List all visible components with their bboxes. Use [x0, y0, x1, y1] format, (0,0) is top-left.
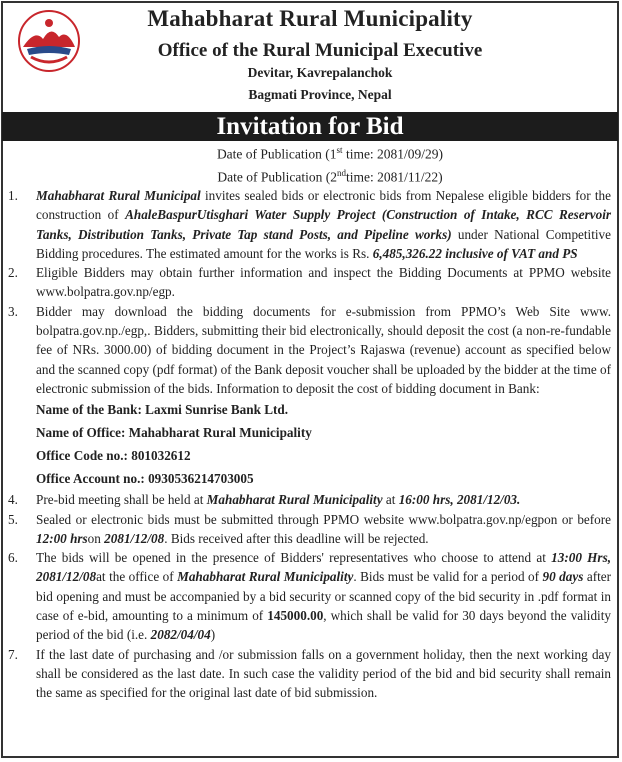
bank-name: Name of the Bank: Laxmi Sunrise Bank Ltd.	[36, 402, 289, 418]
clause-1	[8, 186, 611, 263]
clause-text: Eligible Bidders may obtain further information and inspect the Bidding Documents at PPMO website www.bolpatra.gov.np/egp.	[36, 265, 611, 300]
clause-2	[8, 263, 611, 302]
office-account: Office Account no.: 0930536214703005	[36, 471, 254, 487]
clause-text: Mahabharat Rural Municipal invites sealed bids or electronic bids from Nepalese eligible bidders for the construction of AhaleBaspurUtisghari Water Supply Project (Construction of Intake, RCC Reservoir Tanks, Distribution Tanks, Private Tap stand Posts, and Pipeline works) under National Competitive Bidding procedures. The estimated amount for the works is Rs. 6,485,326.22 inclusive of VAT and PS	[36, 188, 611, 261]
clause-text: Sealed or electronic bids must be submitted through PPMO website www.bolpatra.gov.np/egpon or before 12:00 hrson 2081/12/08. Bids received after this deadline will be rejected.	[36, 511, 611, 546]
office-code: Office Code no.: 801032612	[36, 448, 191, 464]
clause-number: 1.	[8, 188, 18, 203]
clause-text: Pre-bid meeting shall be held at Mahabharat Rural Municipality at 16:00 hrs, 2081/12/03.	[36, 492, 521, 508]
publication-date-1: Date of Publication (1st time: 2081/09/29)	[216, 145, 444, 162]
clause-number: 4.	[8, 492, 18, 508]
clause-number: 3.	[8, 303, 18, 319]
clause-number: 5.	[8, 511, 18, 527]
address-line-2: Bagmati Province, Nepal	[248, 87, 392, 102]
clause-text: If the last date of purchasing and /or submission falls on a government holiday, then the next working day shall be considered as the last date. In such case the validity period of the bid and bid security shall remain the same as specified for the original last date of bid submission.	[36, 646, 611, 701]
clause-4	[8, 490, 611, 509]
clause-6	[8, 548, 611, 644]
municipality-name: Mahabharat Rural Municipality	[147, 6, 473, 31]
office-name-line: Name of Office: Mahabharat Rural Municipality	[36, 425, 312, 441]
notice-title: Invitation for Bid	[2, 112, 618, 141]
office-name: Office of the Rural Municipal Executive	[157, 40, 483, 61]
clause-text: Bidder may download the bidding documents for e-submission from PPMO’s Web Site www. bolpatra.gov.np./egp,. Bidders, submitting their bid electronically, should deposit the cost (a non-re-fundable fee of NRs. 3000.00) of bidding document in the Project’s Rajaswa (revenue) account as specified below and the scanned copy (pdf format) of the Bank deposit voucher shall be uploaded by the bidder at the time of electronic submission of the bids. Information to deposit the cost of bidding document in Bank: Name of the Bank: Laxmi Sunrise Bank Ltd. Name of Office: Mahabharat Rural Municipality Office Code no.: 801032612 Office Account no.: 0930536214703005	[36, 302, 611, 490]
clause-list	[3, 186, 617, 703]
publication-date-2: Date of Publication (2ndtime: 2081/11/22)	[217, 167, 443, 184]
notice-page	[1, 1, 619, 758]
clause-number: 2.	[8, 265, 18, 281]
notice-header	[3, 3, 617, 112]
clause-number: 7.	[8, 646, 18, 662]
clause-3	[8, 302, 611, 490]
clause-7	[8, 645, 611, 703]
clause-5	[8, 510, 611, 549]
address-line-1: Devitar, Kavrepalanchok	[247, 65, 393, 80]
clause-number: 6.	[8, 550, 18, 566]
clause-text: The bids will be opened in the presence of Bidders' representatives who choose to attend at 13:00 Hrs, 2081/12/08at the office of Mahabharat Rural Municipality. Bids must be valid for a period of 90 days after bid opening and must be accompanied by a bid security or scanned copy of the bid security in .pdf format in case of e-bid, amounting to a minimum of 145000.00, which shall be valid for 30 days beyond the validity period of the bid (i.e. 2082/04/04)	[36, 550, 611, 643]
